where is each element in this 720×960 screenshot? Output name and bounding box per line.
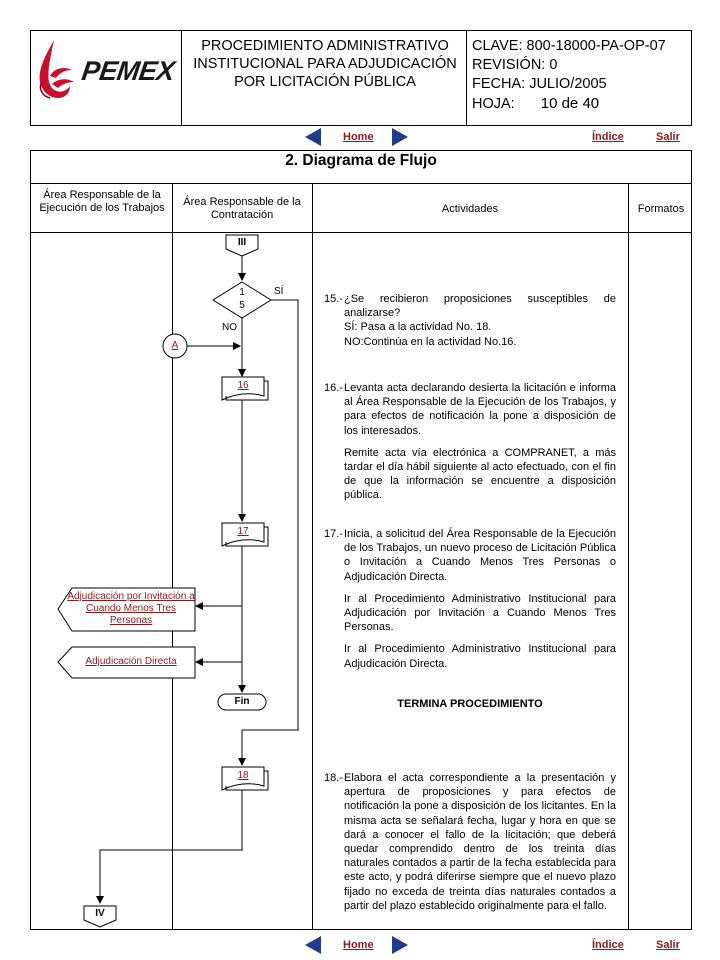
col-head-actividades: Actividades [441,203,499,215]
col-head-contratacion: Área Responsable de la Contratación [183,196,301,221]
activity-15: 15.- ¿Se recibieron proposiciones susceptibles de analizarse? SÍ: Pasa a la actividad No. 18. NO:Continúa en la actividad No.16. [324,293,616,348]
hoja-label: HOJA: [472,96,515,112]
step-18-link[interactable]: 18 [237,770,249,781]
decision-label-a: 1 [239,287,245,298]
step-16-link[interactable]: 16 [237,380,249,391]
no-label: NO [222,322,237,333]
section-title: 2. Diagrama de Flujo [285,152,437,169]
decision-label-b: 5 [239,300,245,311]
fecha: FECHA: JULIO/2005 [472,76,607,92]
activity-16: 16.- Levanta acta declarando desierta la licitación e informa al Área Responsable de la Ejecución de los Trabajos, y para efectos de notificación la pone a disposición de los interesados. Remite acta vía electrónica a COMPRANET, a más tardar el día hábil siguiente al acto efectuado, con el fin de que la información se encuentre a disposición pública. [324,382,616,502]
salir-link-bottom[interactable]: Salir [656,939,680,951]
connector-iii-label: III [237,237,247,248]
prev-arrow-bottom[interactable] [305,936,321,954]
activity-17: 17.- Inicia, a solicitud del Área Responsable de la Ejecución de los Trabajos, un nuevo proceso de Licitación Pública o Invitación a Cuando Menos Tres Personas o Adjudicación Directa. Ir al Procedimiento Administrativo Institucional para Adjudicación por Invitación a Cuando Menos Tres Personas. Ir al Procedimiento Administrativo Institucional para Adjudicación Directa. [324,528,616,670]
connector-iv-label: IV [95,908,105,919]
pemex-logo-text: PEMEX [79,56,177,86]
col-head-ejecucion: Área Responsable de la Ejecución de los Trabajos [39,189,165,214]
clave: CLAVE: 800-18000-PA-OP-07 [472,38,666,54]
hoja-value: 10 de 40 [540,95,600,112]
step-17-link[interactable]: 17 [237,526,249,537]
document-title: PROCEDIMIENTO ADMINISTRATIVO INSTITUCIONAL PARA ADJUDICACIÓN POR LICITACIÓN PÚBLICA [193,38,457,90]
col-head-formatos: Formatos [637,203,685,215]
indice-link-top[interactable]: Índice [592,131,624,143]
link-adjudicacion-invitacion[interactable]: Adjudicación por Invitación a Cuando Menos Tres Personas [67,591,195,626]
link-adjudicacion-directa[interactable]: Adjudicación Directa [85,656,177,667]
activity-18: 18.- Elabora el acta correspondiente a la presentación y apertura de proposiciones y para efectos de notificación la pone a disposición de los licitantes. En la misma acta se señalará fecha, lugar y hora en que se dará a conocer el fallo de la licitación; que deberá quedar comprendido dentro de los treinta días naturales contados a partir de la fecha establecida para este acto, y podrá diferirse siempre que el nuevo plazo fijado no exceda de treinta días naturales contados a partir del plazo establecido originalmente para el fallo. [324,772,616,912]
end-label: Fin [234,696,250,707]
home-link-top[interactable]: Home [343,131,374,143]
termina-procedimiento: TERMINA PROCEDIMIENTO [397,698,543,710]
next-arrow-bottom[interactable] [392,936,408,954]
revision: REVISIÓN: 0 [472,57,558,73]
indice-link-bottom[interactable]: Índice [592,939,624,951]
connector-a-label[interactable]: A [171,340,179,351]
home-link-bottom[interactable]: Home [343,939,374,951]
salir-link-top[interactable]: Salir [656,131,680,143]
yes-label: SÍ [274,286,284,297]
